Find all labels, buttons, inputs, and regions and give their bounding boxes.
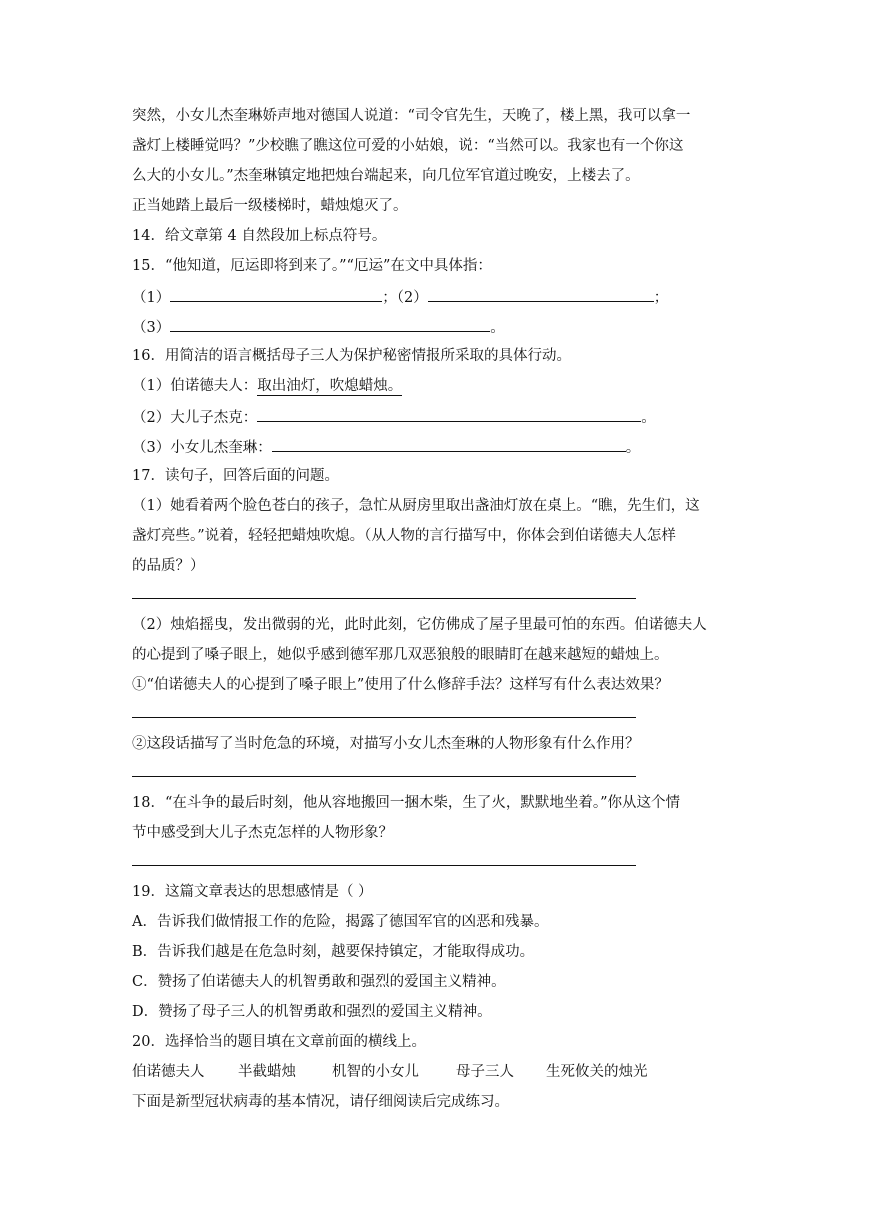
answer-label: （2）大儿子杰克： — [132, 410, 258, 426]
choice-b[interactable]: B．告诉我们越是在危急时刻，越要保持镇定，才能取得成功。 — [132, 944, 535, 960]
question-16-row-2 — [132, 406, 656, 428]
title-options — [132, 1062, 648, 1082]
sample-answer: 取出油灯，吹熄蜡烛。 — [257, 378, 403, 394]
answer-line[interactable] — [132, 776, 636, 777]
choice-a[interactable]: A．告诉我们做情报工作的危险，揭露了德国军官的凶恶和残暴。 — [132, 914, 549, 930]
title-option[interactable]: 伯诺德夫人 — [132, 1064, 205, 1080]
answer-label: （1） — [132, 290, 171, 306]
answer-blank[interactable] — [170, 316, 490, 332]
question-17-text: （1）她看着两个脸色苍白的孩子，急忙从厨房里取出盏油灯放在桌上。“瞧，先生们，这 — [132, 498, 700, 514]
answer-label: （3） — [132, 320, 171, 336]
question-17-text: （2）烛焰摇曳，发出微弱的光，此时此刻，它仿佛成了屋子里最可怕的东西。伯诺德夫人 — [132, 617, 707, 633]
question-17-sub-1: ①“伯诺德夫人的心提到了嗓子眼上”使用了什么修辞手法？这样写有什么表达效果？ — [132, 677, 669, 693]
question-20-stem: 20．选择恰当的题目填在文章前面的横线上。 — [132, 1034, 426, 1050]
answer-label: （3）小女儿杰奎琳： — [132, 440, 272, 456]
question-17-text: 的心提到了嗓子眼上，她似乎感到德军那几双恶狼般的眼睛盯在越来越短的蜡烛上。 — [132, 647, 669, 663]
answer-blank[interactable] — [257, 406, 641, 422]
question-18-text: 18．“在斗争的最后时刻，他从容地搬回一捆木柴，生了火，默默地坐着。”你从这个情 — [132, 795, 681, 811]
question-17-stem: 17．读句子，回答后面的问题。 — [132, 468, 339, 484]
choice-c[interactable]: C．赞扬了伯诺德夫人的机智勇敢和强烈的爱国主义精神。 — [132, 974, 506, 990]
question-15-row-1 — [132, 286, 668, 308]
answer-blank[interactable] — [170, 286, 382, 302]
question-14: 14．给文章第 4 自然段加上标点符号。 — [132, 228, 387, 244]
passage-line: 盏灯上楼睡觉吗？”少校瞧了瞧这位可爱的小姑娘，说：“当然可以。我家也有一个你这 — [132, 138, 684, 154]
title-option[interactable]: 半截蜡烛 — [238, 1064, 296, 1080]
question-17-text: 盏灯亮些。”说着，轻轻把蜡烛吹熄。（从人物的言行描写中，你体会到伯诺德夫人怎样 — [132, 528, 676, 544]
answer-blank[interactable] — [428, 286, 654, 302]
question-16-row-3 — [132, 436, 640, 458]
separator: 。 — [641, 410, 656, 426]
question-16-row-1 — [132, 376, 402, 396]
next-section-intro: 下面是新型冠状病毒的基本情况，请仔细阅读后完成练习。 — [132, 1094, 509, 1110]
question-18-text: 节中感受到大儿子杰克怎样的人物形象？ — [132, 825, 393, 841]
answer-line[interactable] — [132, 865, 636, 866]
question-15-stem: 15．“他知道，厄运即将到来了。”“厄运”在文中具体指： — [132, 258, 492, 274]
question-15-row-2 — [132, 316, 505, 338]
passage-line: 正当她踏上最后一级楼梯时，蜡烛熄灭了。 — [132, 198, 408, 214]
answer-line[interactable] — [132, 598, 636, 599]
passage-line: 么大的小女儿。”杰奎琳镇定地把烛台端起来，向几位军官道过晚安，上楼去了。 — [132, 168, 640, 184]
passage-line: 突然，小女儿杰奎琳娇声地对德国人说道：“司令官先生，天晚了，楼上黑，我可以拿一 — [132, 108, 691, 124]
question-17-text: 的品质？） — [132, 558, 205, 574]
separator: 。 — [490, 320, 505, 336]
title-option[interactable]: 母子三人 — [456, 1064, 514, 1080]
answer-label: （1）伯诺德夫人： — [132, 378, 258, 394]
question-17-sub-2: ②这段话描写了当时危急的环境，对描写小女儿杰奎琳的人物形象有什么作用？ — [132, 736, 640, 752]
question-19-stem: 19．这篇文章表达的思想感情是（ ） — [132, 884, 373, 900]
question-16-stem: 16．用简洁的语言概括母子三人为保护秘密情报所采取的具体行动。 — [132, 348, 571, 364]
separator: 。 — [625, 440, 641, 456]
title-option[interactable]: 机智的小女儿 — [332, 1064, 419, 1080]
answer-blank[interactable] — [272, 436, 626, 452]
separator: ；（2） — [382, 290, 428, 306]
answer-line[interactable] — [132, 717, 636, 718]
title-option[interactable]: 生死攸关的烛光 — [546, 1064, 648, 1080]
separator: ； — [653, 290, 669, 306]
choice-d[interactable]: D．赞扬了母子三人的机智勇敢和强烈的爱国主义精神。 — [132, 1004, 492, 1020]
